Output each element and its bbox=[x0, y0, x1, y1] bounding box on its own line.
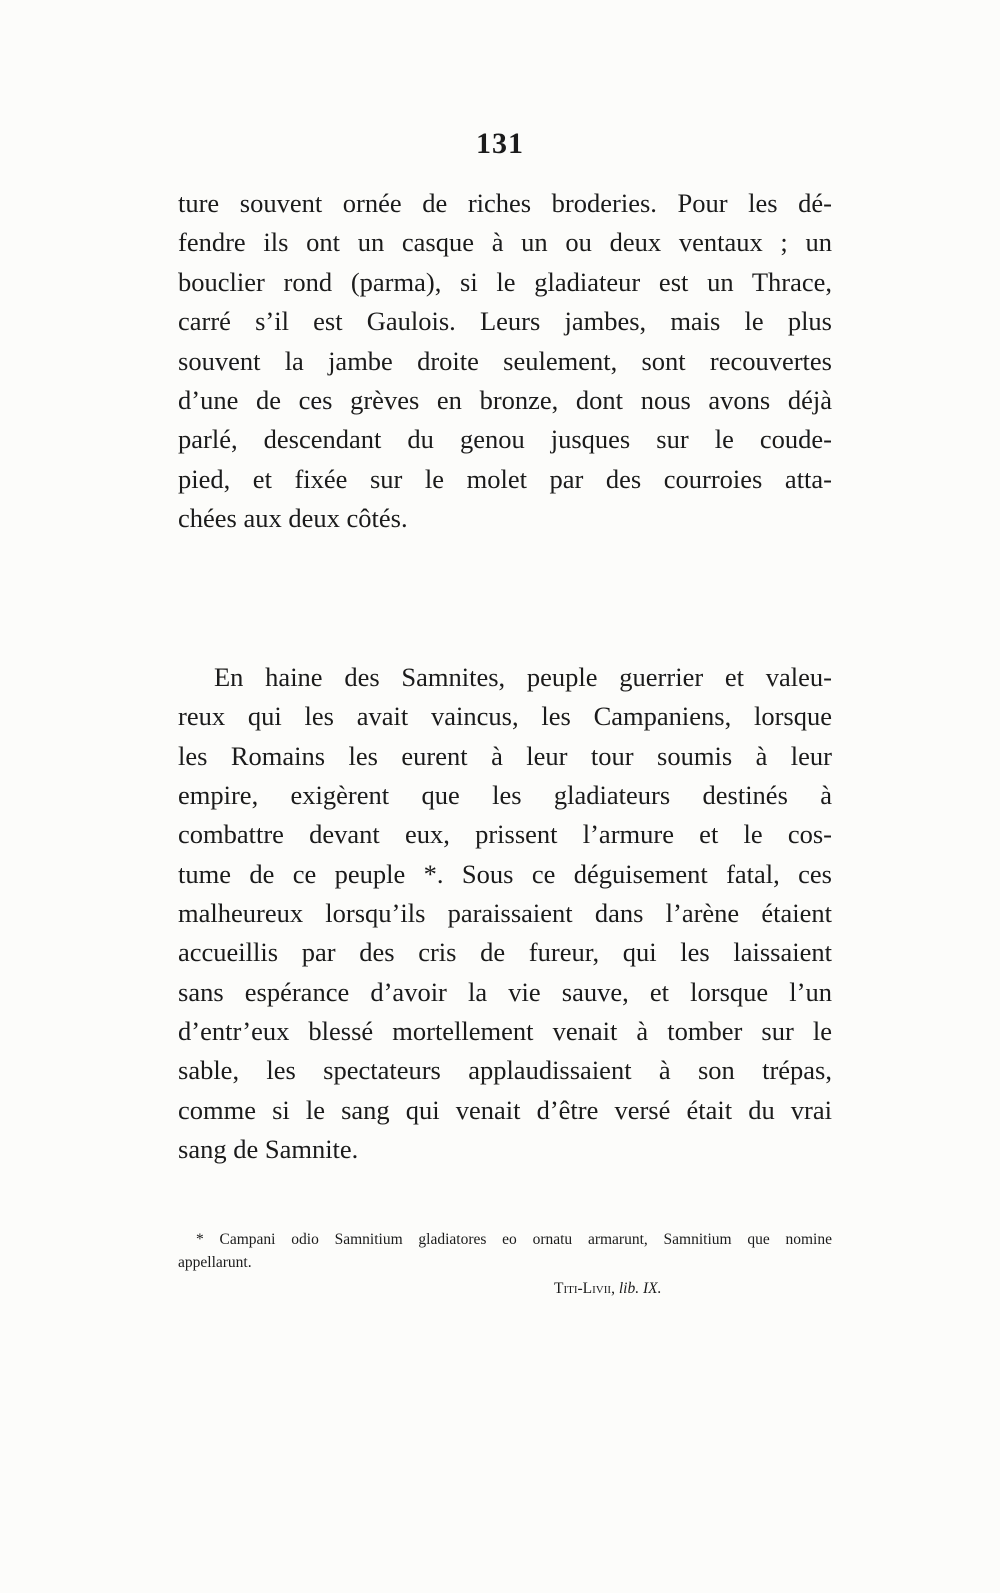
text-line: tume de ce peuple *. Sous ce déguisement fatal, ces bbox=[178, 858, 832, 889]
text-line: d’une de ces grèves en bronze, dont nous avons déjà bbox=[178, 384, 832, 415]
text-line: malheureux lorsqu’ils paraissaient dans l’arène étaient bbox=[178, 898, 832, 929]
text-line: d’entr’eux blessé mortellement venait à tomber sur le bbox=[178, 1016, 832, 1047]
footnote-line: appellarunt. bbox=[178, 1254, 252, 1271]
text-line: reux qui les avait vaincus, les Campaniens, lorsque bbox=[178, 701, 832, 732]
text-line: fendre ils ont un casque à un ou deux ventaux ; un bbox=[178, 227, 832, 258]
text-line: En haine des Samnites, peuple guerrier et valeu- bbox=[214, 662, 832, 692]
text-line: comme si le sang qui venait d’être versé était du vrai bbox=[178, 1094, 832, 1125]
text-line: carré s’il est Gaulois. Leurs jambes, mais le plus bbox=[178, 306, 832, 337]
text-line: ture souvent ornée de riches broderies. Pour les dé- bbox=[178, 188, 832, 218]
text-line: combattre devant eux, prissent l’armure et le cos- bbox=[178, 819, 832, 850]
body-paragraph-1 bbox=[178, 184, 832, 539]
footnote-citation bbox=[554, 1280, 661, 1298]
footnote bbox=[178, 1228, 832, 1274]
text-line: parlé, descendant du genou jusques sur le coude- bbox=[178, 424, 832, 455]
text-line: chées aux deux côtés. bbox=[178, 503, 408, 534]
text-line: accueillis par des cris de fureur, qui les laissaient bbox=[178, 937, 832, 968]
text-line: les Romains les eurent à leur tour soumis à leur bbox=[178, 740, 832, 771]
citation-separator: , bbox=[611, 1280, 619, 1297]
body-paragraph-2 bbox=[178, 658, 832, 1169]
text-line: bouclier rond (parma), si le gladiateur est un Thrace, bbox=[178, 266, 832, 297]
text-line: souvent la jambe droite seulement, sont recouvertes bbox=[178, 345, 832, 376]
text-line: empire, exigèrent que les gladiateurs destinés à bbox=[178, 780, 832, 811]
text-line: sang de Samnite. bbox=[178, 1134, 359, 1165]
citation-reference: lib. IX. bbox=[618, 1280, 662, 1297]
text-line: pied, et fixée sur le molet par des courroies atta- bbox=[178, 463, 832, 494]
text-line: sable, les spectateurs applaudissaient à son trépas, bbox=[178, 1055, 832, 1086]
text-line: sans espérance d’avoir la vie sauve, et lorsque l’un bbox=[178, 976, 832, 1007]
footnote-line: * Campani odio Samnitium gladiatores eo ornatu armarunt, Samnitium que nomine bbox=[196, 1231, 832, 1248]
citation-author: Titi-Livii bbox=[554, 1280, 612, 1297]
page-number: 131 bbox=[476, 127, 524, 160]
